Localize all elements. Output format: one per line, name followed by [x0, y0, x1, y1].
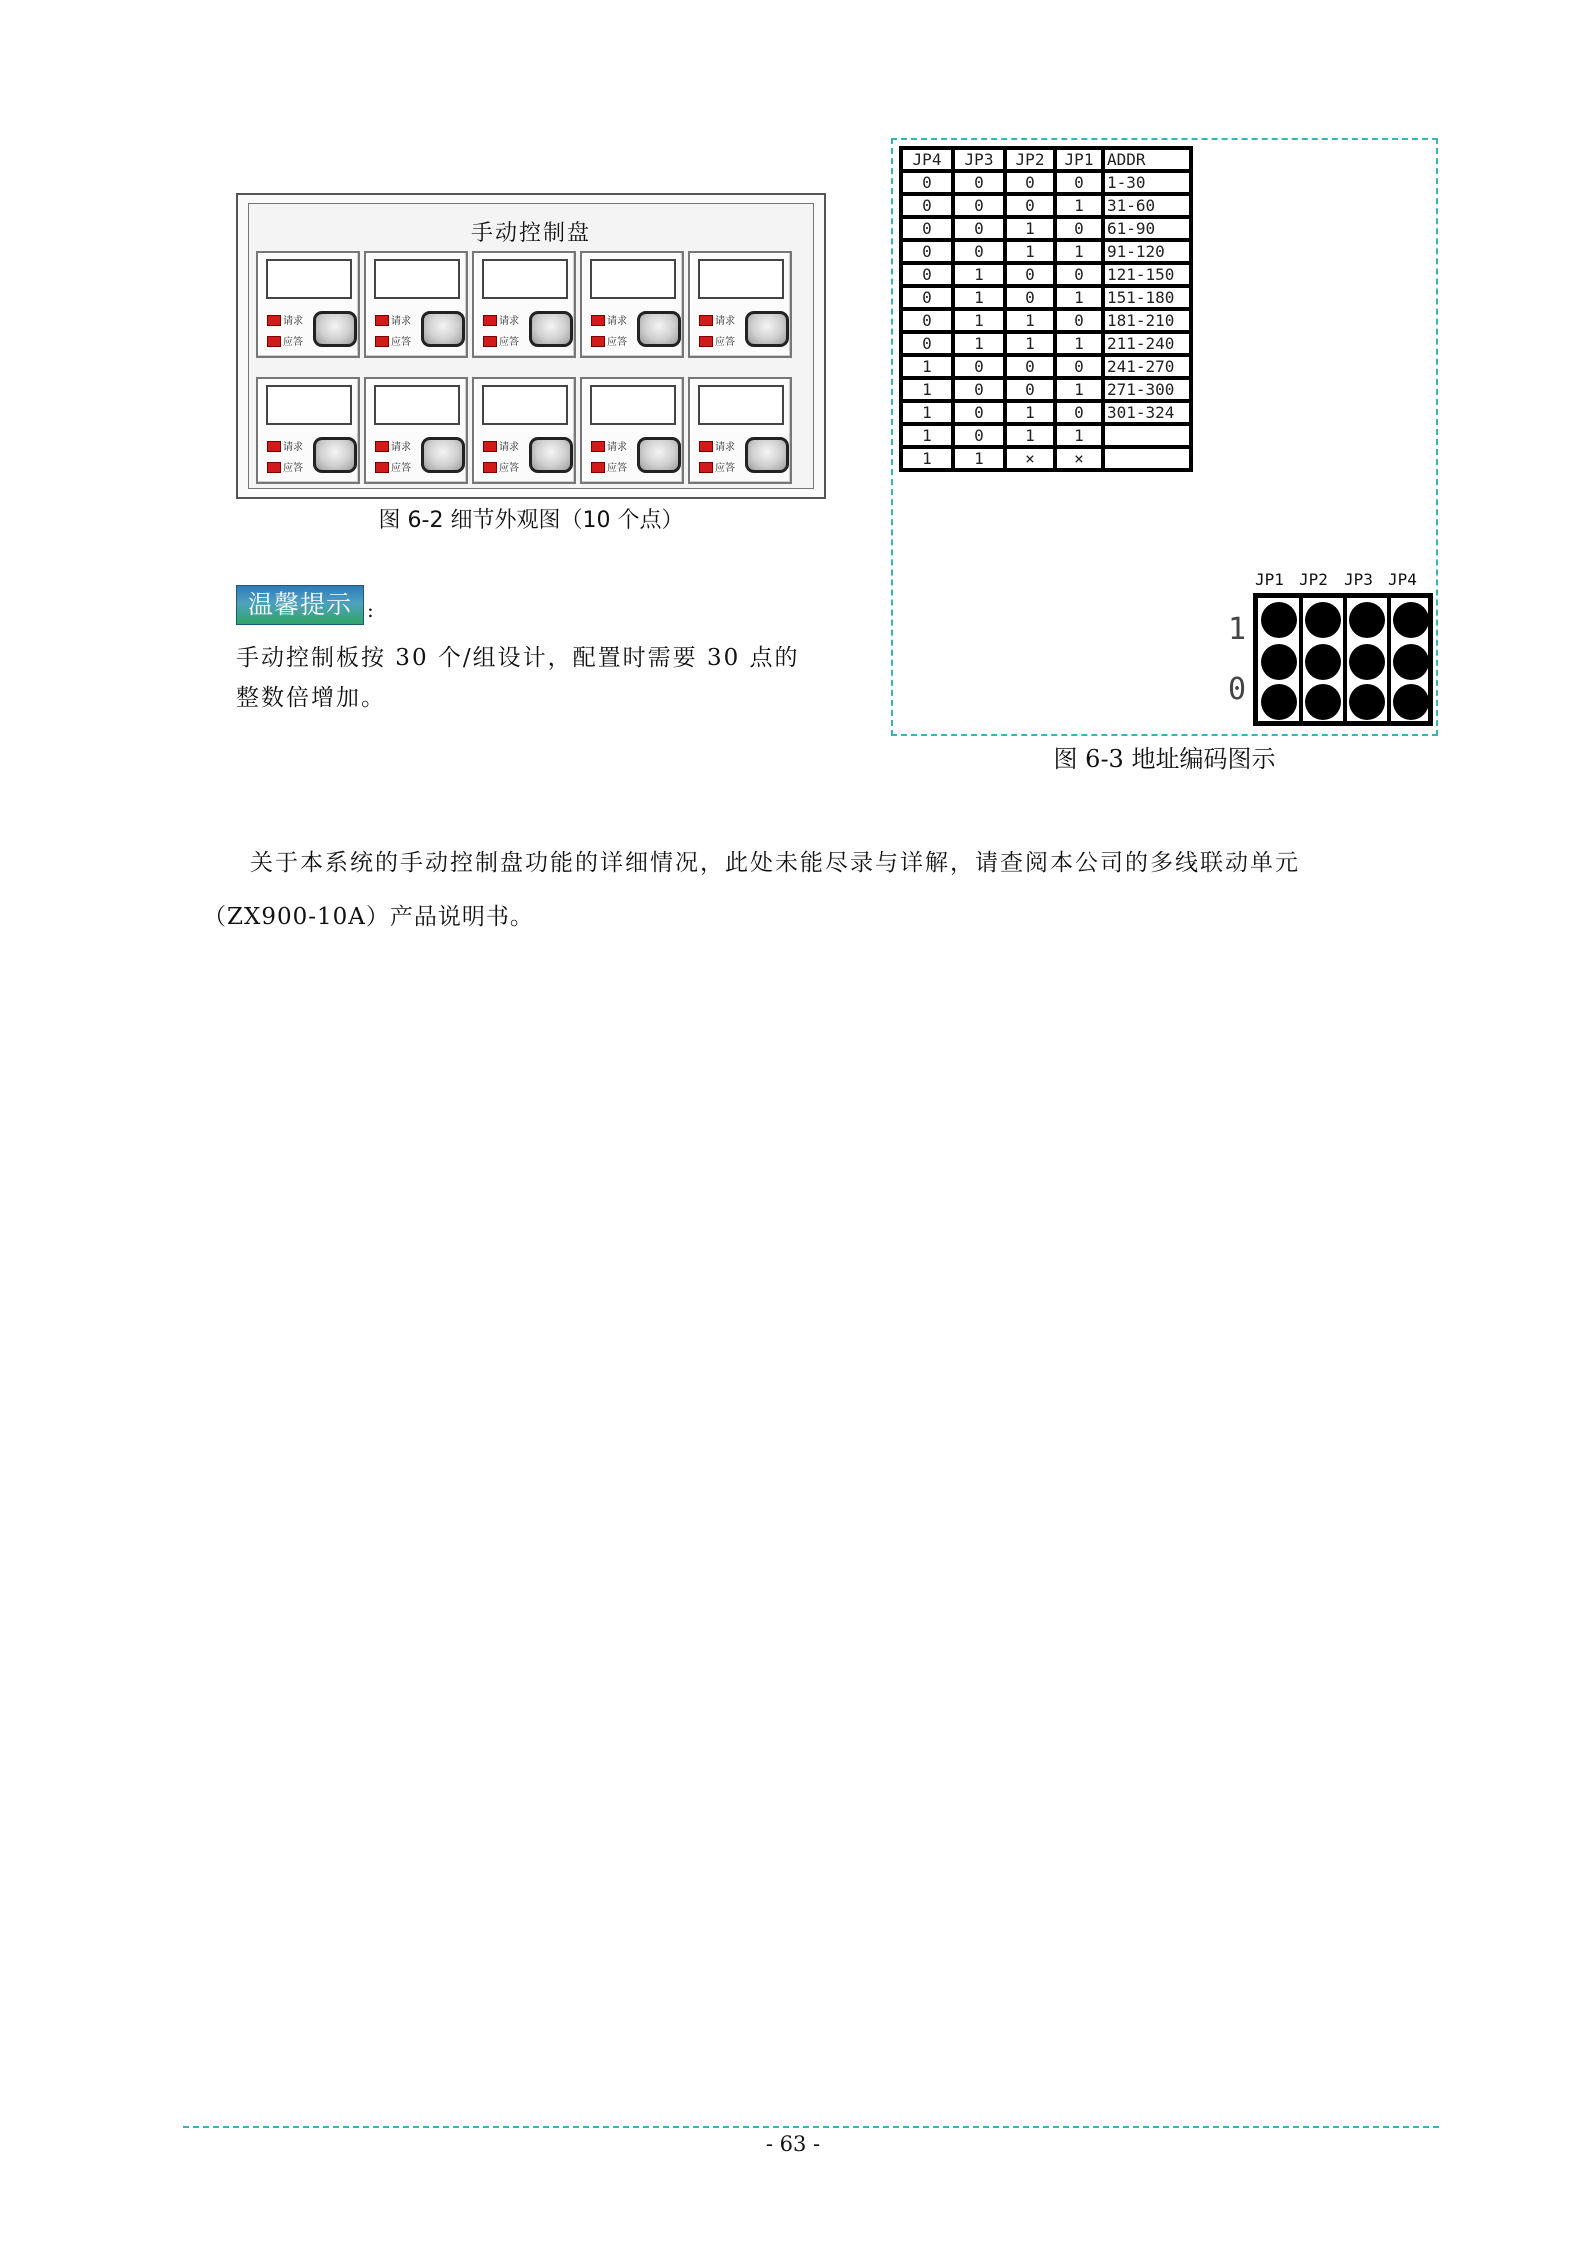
- request-led-icon: [699, 441, 713, 452]
- table-cell: 211-240: [1103, 332, 1191, 355]
- request-label: 请求: [607, 442, 627, 453]
- answer-label: 应答: [283, 463, 303, 474]
- answer-label: 应答: [607, 463, 627, 474]
- panel-cell: [472, 377, 576, 484]
- jumper-divider: [1299, 598, 1303, 721]
- panel-cell: [364, 251, 468, 358]
- jumper-label: JP1: [1255, 570, 1284, 589]
- panel-cell: [256, 377, 360, 484]
- answer-led-icon: [375, 462, 389, 473]
- answer-label: 应答: [391, 463, 411, 474]
- cell-control-button: [745, 311, 789, 347]
- table-header-row: [901, 148, 1191, 171]
- cell-display: [374, 259, 460, 299]
- jumper-pin-icon: [1305, 602, 1341, 638]
- table-cell: 61-90: [1103, 217, 1191, 240]
- cell-control-button: [421, 437, 465, 473]
- jumper-pin-icon: [1349, 684, 1385, 720]
- table-cell: 1: [953, 286, 1005, 309]
- answer-led-icon: [699, 336, 713, 347]
- table-cell: 0: [953, 194, 1005, 217]
- jumper-label: JP3: [1344, 570, 1373, 589]
- table-cell: 0: [953, 378, 1005, 401]
- request-label: 请求: [283, 442, 303, 453]
- answer-label: 应答: [499, 463, 519, 474]
- request-label: 请求: [715, 316, 735, 327]
- table-cell: 1: [1005, 332, 1055, 355]
- jumper-label: JP4: [1388, 570, 1417, 589]
- table-cell: 0: [1055, 217, 1103, 240]
- answer-label: 应答: [715, 463, 735, 474]
- table-cell: 0: [1055, 263, 1103, 286]
- table-cell: 1: [953, 263, 1005, 286]
- answer-label: 应答: [499, 337, 519, 348]
- jumper-label: JP2: [1299, 570, 1328, 589]
- table-cell: 0: [1055, 171, 1103, 194]
- answer-label: 应答: [283, 337, 303, 348]
- jumper-pin-icon: [1393, 684, 1429, 720]
- tip-text: [236, 638, 836, 718]
- table-cell: 301-324: [1103, 401, 1191, 424]
- table-cell: 241-270: [1103, 355, 1191, 378]
- table-cell: 1: [1055, 332, 1103, 355]
- table-cell: 121-150: [1103, 263, 1191, 286]
- table-cell: 0: [1005, 263, 1055, 286]
- figure-6-2-caption: 图 6-2 细节外观图（10 个点）: [378, 508, 684, 533]
- table-cell: 0: [1005, 171, 1055, 194]
- table-cell: 0: [901, 332, 953, 355]
- table-cell: 1: [953, 447, 1005, 470]
- jumper-pin-icon: [1349, 644, 1385, 680]
- address-coding-figure: [891, 138, 1438, 736]
- cell-control-button: [313, 437, 357, 473]
- answer-led-icon: [591, 462, 605, 473]
- table-row: [901, 286, 1191, 309]
- body-paragraph-line-1: 关于本系统的手动控制盘功能的详细情况，此处未能尽录与详解，请查阅本公司的多线联动单元: [250, 850, 1300, 876]
- jumper-pin-icon: [1261, 602, 1297, 638]
- table-cell: 0: [901, 194, 953, 217]
- cell-display: [590, 259, 676, 299]
- jumper-divider: [1343, 598, 1347, 721]
- table-cell: 1: [1005, 424, 1055, 447]
- cell-display: [698, 259, 784, 299]
- answer-led-icon: [699, 462, 713, 473]
- request-led-icon: [375, 441, 389, 452]
- request-led-icon: [483, 441, 497, 452]
- cell-control-button: [313, 311, 357, 347]
- table-row: [901, 171, 1191, 194]
- tip-badge: 温馨提示: [236, 585, 364, 625]
- table-cell: 0: [901, 263, 953, 286]
- jumper-divider: [1387, 598, 1391, 721]
- table-cell: 1: [1005, 217, 1055, 240]
- table-cell: 1: [1055, 424, 1103, 447]
- table-cell: 0: [1005, 194, 1055, 217]
- table-cell: 31-60: [1103, 194, 1191, 217]
- table-row: [901, 332, 1191, 355]
- table-cell: 181-210: [1103, 309, 1191, 332]
- table-row: [901, 217, 1191, 240]
- table-cell: 0: [1005, 378, 1055, 401]
- cell-display: [698, 385, 784, 425]
- table-cell: [1103, 424, 1191, 447]
- answer-label: 应答: [607, 337, 627, 348]
- cell-control-button: [529, 437, 573, 473]
- table-cell: 0: [953, 424, 1005, 447]
- answer-led-icon: [591, 336, 605, 347]
- table-cell: 1: [1055, 286, 1103, 309]
- cell-control-button: [637, 311, 681, 347]
- table-header-cell: ADDR: [1103, 148, 1191, 171]
- cell-control-button: [529, 311, 573, 347]
- request-label: 请求: [391, 442, 411, 453]
- answer-label: 应答: [715, 337, 735, 348]
- table-cell: 0: [901, 309, 953, 332]
- table-cell: 0: [1055, 401, 1103, 424]
- address-table: [899, 146, 1193, 472]
- answer-led-icon: [483, 336, 497, 347]
- table-cell: 0: [1005, 286, 1055, 309]
- table-cell: 1: [953, 332, 1005, 355]
- tip-text-line-1: 手动控制板按 30 个/组设计，配置时需要 30 点的: [236, 645, 800, 671]
- table-cell: 0: [953, 240, 1005, 263]
- table-cell: 0: [901, 286, 953, 309]
- table-cell: 1: [1005, 240, 1055, 263]
- table-row: [901, 424, 1191, 447]
- table-header-cell: JP2: [1005, 148, 1055, 171]
- panel-frame: [248, 203, 814, 489]
- table-cell: 1: [1005, 309, 1055, 332]
- table-cell: 151-180: [1103, 286, 1191, 309]
- jumper-pin-icon: [1305, 684, 1341, 720]
- request-led-icon: [483, 315, 497, 326]
- request-label: 请求: [499, 316, 519, 327]
- request-led-icon: [591, 315, 605, 326]
- jumper-pin-icon: [1305, 644, 1341, 680]
- request-label: 请求: [499, 442, 519, 453]
- answer-label: 应答: [391, 337, 411, 348]
- table-row: [901, 401, 1191, 424]
- table-cell: 0: [901, 171, 953, 194]
- cell-display: [266, 259, 352, 299]
- table-cell: 1: [901, 424, 953, 447]
- table-row: [901, 355, 1191, 378]
- panel-cell: [688, 377, 792, 484]
- request-led-icon: [375, 315, 389, 326]
- figure-6-3-caption: 图 6-3 地址编码图示: [1053, 745, 1276, 773]
- request-led-icon: [699, 315, 713, 326]
- panel-cell: [580, 251, 684, 358]
- table-cell: [1103, 447, 1191, 470]
- table-row: [901, 240, 1191, 263]
- table-cell: 1: [953, 309, 1005, 332]
- answer-led-icon: [483, 462, 497, 473]
- answer-led-icon: [267, 462, 281, 473]
- table-cell: 91-120: [1103, 240, 1191, 263]
- jumper-block: [1253, 593, 1433, 726]
- panel-cell: [580, 377, 684, 484]
- table-header-cell: JP3: [953, 148, 1005, 171]
- table-row: [901, 263, 1191, 286]
- table-cell: 1: [1005, 401, 1055, 424]
- table-cell: 271-300: [1103, 378, 1191, 401]
- answer-led-icon: [267, 336, 281, 347]
- table-cell: 0: [953, 217, 1005, 240]
- table-cell: 0: [901, 240, 953, 263]
- cell-display: [266, 385, 352, 425]
- table-header-cell: JP1: [1055, 148, 1103, 171]
- request-label: 请求: [607, 316, 627, 327]
- cell-display: [482, 259, 568, 299]
- table-cell: 1: [901, 378, 953, 401]
- request-label: 请求: [715, 442, 735, 453]
- table-cell: ×: [1055, 447, 1103, 470]
- request-label: 请求: [391, 316, 411, 327]
- panel-cell: [688, 251, 792, 358]
- panel-cell: [472, 251, 576, 358]
- table-cell: 1-30: [1103, 171, 1191, 194]
- body-paragraph-line-2: （ZX900-10A）产品说明书。: [203, 904, 534, 930]
- table-cell: 0: [901, 217, 953, 240]
- cell-display: [482, 385, 568, 425]
- manual-control-panel-figure: [236, 193, 826, 499]
- table-header-cell: JP4: [901, 148, 953, 171]
- jumper-pin-icon: [1393, 602, 1429, 638]
- table-cell: 0: [953, 171, 1005, 194]
- jumper-pin-icon: [1393, 644, 1429, 680]
- jumper-pin-icon: [1349, 602, 1385, 638]
- jumper-pin-icon: [1261, 684, 1297, 720]
- answer-led-icon: [375, 336, 389, 347]
- request-label: 请求: [283, 316, 303, 327]
- table-cell: 1: [901, 355, 953, 378]
- panel-title: 手动控制盘: [470, 221, 591, 246]
- table-cell: ×: [1005, 447, 1055, 470]
- request-led-icon: [267, 315, 281, 326]
- table-cell: 1: [901, 447, 953, 470]
- tip-colon: :: [367, 598, 374, 622]
- cell-control-button: [745, 437, 789, 473]
- table-cell: 1: [1055, 194, 1103, 217]
- table-row: [901, 447, 1191, 470]
- table-cell: 0: [953, 401, 1005, 424]
- cell-display: [374, 385, 460, 425]
- tip-text-line-2: 整数倍增加。: [236, 685, 386, 711]
- cell-display: [590, 385, 676, 425]
- table-cell: 1: [901, 401, 953, 424]
- cell-control-button: [421, 311, 465, 347]
- table-row: [901, 378, 1191, 401]
- table-cell: 0: [1055, 355, 1103, 378]
- row-label-zero: 0: [1228, 672, 1247, 707]
- cell-control-button: [637, 437, 681, 473]
- page-number: - 63 -: [765, 2132, 821, 2156]
- table-row: [901, 309, 1191, 332]
- table-cell: 0: [953, 355, 1005, 378]
- table-cell: 0: [1005, 355, 1055, 378]
- request-led-icon: [267, 441, 281, 452]
- table-cell: 1: [1055, 240, 1103, 263]
- table-cell: 1: [1055, 378, 1103, 401]
- jumper-pin-icon: [1261, 644, 1297, 680]
- footer-divider: [183, 2126, 1439, 2128]
- panel-cell: [364, 377, 468, 484]
- table-cell: 0: [1055, 309, 1103, 332]
- table-row: [901, 194, 1191, 217]
- panel-cell: [256, 251, 360, 358]
- request-led-icon: [591, 441, 605, 452]
- row-label-one: 1: [1228, 612, 1247, 647]
